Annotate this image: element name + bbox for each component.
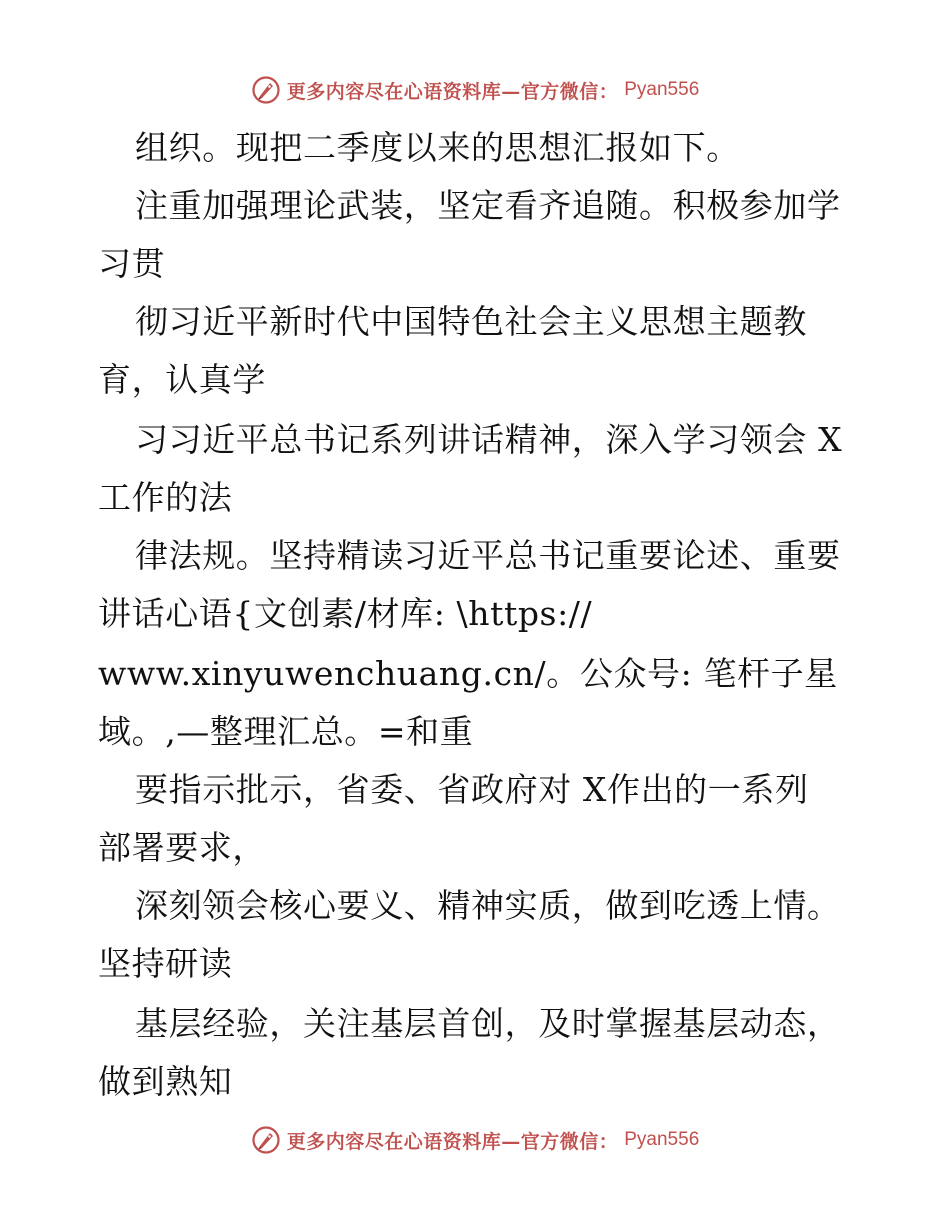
footer-banner-text: 更多内容尽在心语资料库—官方微信： xyxy=(286,1130,619,1153)
body-line-3: 习贯 xyxy=(98,244,166,283)
pen-nib-logo-icon xyxy=(251,75,281,105)
body-line-7: 工作的法 xyxy=(98,478,233,517)
footer-banner xyxy=(0,1120,950,1160)
body-line-5: 育，认真学 xyxy=(98,360,266,399)
pen-nib-logo-icon xyxy=(251,1125,281,1155)
footer-banner-wechat-id: Pyan556 xyxy=(624,1129,700,1150)
footer-banner-content xyxy=(251,1125,700,1155)
body-line-9: 讲话心语{文创素/材库: \https:// xyxy=(98,594,593,633)
header-banner xyxy=(0,70,950,110)
body-line-15: 坚持研读 xyxy=(98,944,233,983)
body-line-16: 基层经验，关注基层首创，及时掌握基层动态， xyxy=(135,1004,841,1043)
body-line-13: 部署要求， xyxy=(98,828,266,867)
body-line-12: 要指示批示，省委、省政府对 X作出的一系列 xyxy=(135,770,809,809)
header-banner-content xyxy=(251,75,700,105)
body-line-2: 注重加强理论武装，坚定看齐追随。积极参加学 xyxy=(135,186,841,225)
body-line-4: 彻习近平新时代中国特色社会主义思想主题教 xyxy=(135,302,807,341)
body-line-6: 习习近平总书记系列讲话精神，深入学习领会 X xyxy=(135,420,843,459)
body-line-11: 域。,—整理汇总。=和重 xyxy=(98,712,474,751)
header-banner-wechat-id: Pyan556 xyxy=(624,79,700,100)
body-line-10: www.xinyuwenchuang.cn/。公众号: 笔杆子星 xyxy=(98,654,838,693)
body-line-1: 组织。现把二季度以来的思想汇报如下。 xyxy=(135,128,740,167)
body-line-14: 深刻领会核心要义、精神实质，做到吃透上情。 xyxy=(135,886,841,925)
body-line-17: 做到熟知 xyxy=(98,1062,233,1101)
header-banner-text: 更多内容尽在心语资料库—官方微信： xyxy=(286,80,619,103)
body-line-8: 律法规。坚持精读习近平总书记重要论述、重要 xyxy=(135,536,841,575)
